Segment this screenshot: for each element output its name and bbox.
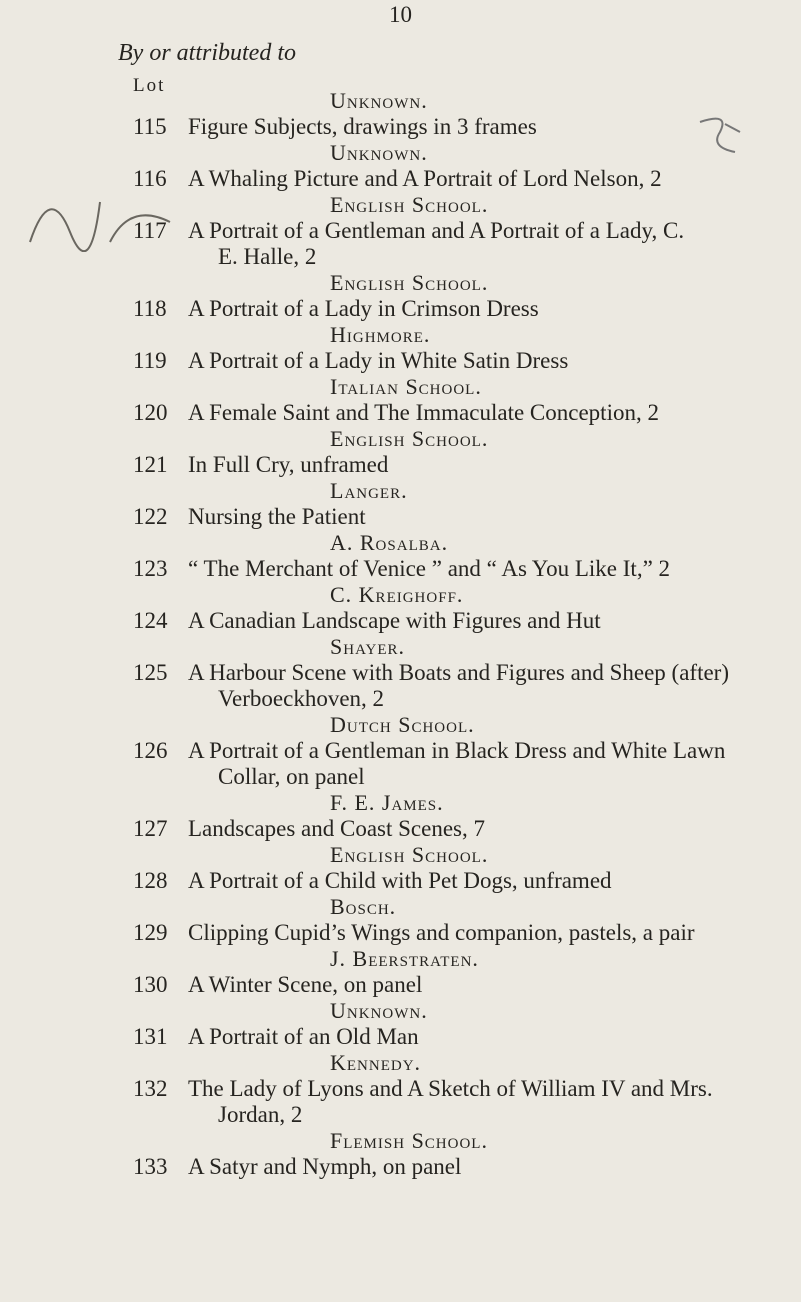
lot-description: A Whaling Picture and A Portrait of Lord Nelson, 2 — [188, 166, 662, 191]
lot-description-continued: Collar, on panel — [218, 764, 365, 789]
lot-description: A Portrait of a Lady in White Satin Dress — [188, 348, 569, 373]
artist-name: English School. — [330, 192, 489, 217]
lot-number: 130 — [133, 972, 168, 997]
lot-column-label: Lot — [133, 75, 166, 96]
lot-number: 119 — [133, 348, 167, 373]
artist-name: English School. — [330, 842, 489, 867]
artist-name: Highmore. — [330, 322, 431, 347]
artist-name: C. Kreighoff. — [330, 582, 464, 607]
artist-name: Shayer. — [330, 634, 406, 659]
lot-description: In Full Cry, unframed — [188, 452, 389, 477]
lot-description: A Portrait of an Old Man — [188, 1024, 419, 1049]
lot-description: The Lady of Lyons and A Sketch of William IV and Mrs. — [188, 1076, 713, 1101]
lot-number: 115 — [133, 114, 167, 139]
lot-number: 123 — [133, 556, 168, 581]
lot-description-continued: Verboeckhoven, 2 — [218, 686, 385, 711]
lot-description: Clipping Cupid’s Wings and companion, pastels, a pair — [188, 920, 695, 945]
lot-number: 126 — [133, 738, 168, 763]
lot-description: Nursing the Patient — [188, 504, 366, 529]
artist-name: Unknown. — [330, 140, 428, 165]
lot-number: 127 — [133, 816, 168, 841]
lot-number: 116 — [133, 166, 167, 191]
lot-description-continued: E. Halle, 2 — [218, 244, 317, 269]
artist-name: Unknown. — [330, 88, 428, 113]
artist-name: Italian School. — [330, 374, 482, 399]
lot-description: A Portrait of a Gentleman in Black Dress and White Lawn — [188, 738, 726, 763]
lot-number: 124 — [133, 608, 168, 633]
artist-name: Unknown. — [330, 998, 428, 1023]
artist-name: English School. — [330, 426, 489, 451]
lot-number: 128 — [133, 868, 168, 893]
artist-name: Dutch School. — [330, 712, 475, 737]
lot-description: Figure Subjects, drawings in 3 frames — [188, 114, 537, 139]
lot-number: 132 — [133, 1076, 168, 1101]
page-number: 10 — [389, 2, 412, 27]
lot-number: 117 — [133, 218, 167, 243]
artist-name: Kennedy. — [330, 1050, 422, 1075]
lot-description: A Winter Scene, on panel — [188, 972, 423, 997]
lot-number: 131 — [133, 1024, 168, 1049]
handwritten-mark-icon — [690, 112, 750, 162]
artist-name: Flemish School. — [330, 1128, 488, 1153]
artist-name: Bosch. — [330, 894, 397, 919]
lot-number: 122 — [133, 504, 168, 529]
artist-name: English School. — [330, 270, 489, 295]
lot-number: 118 — [133, 296, 167, 321]
lot-description: “ The Merchant of Venice ” and “ As You Like It,” 2 — [188, 556, 671, 581]
lot-description: A Harbour Scene with Boats and Figures and Sheep (after) — [188, 660, 729, 685]
artist-name: Langer. — [330, 478, 408, 503]
artist-name: J. Beerstraten. — [330, 946, 479, 971]
artist-name: A. Rosalba. — [330, 530, 449, 555]
lot-description: A Female Saint and The Immaculate Conception, 2 — [188, 400, 659, 425]
lot-number: 133 — [133, 1154, 168, 1179]
lot-number: 121 — [133, 452, 168, 477]
page-heading: By or attributed to — [118, 40, 296, 66]
lot-description: A Portrait of a Child with Pet Dogs, unframed — [188, 868, 612, 893]
artist-name: F. E. James. — [330, 790, 444, 815]
lot-description: A Portrait of a Gentleman and A Portrait of a Lady, C. — [188, 218, 685, 243]
lot-description: A Satyr and Nymph, on panel — [188, 1154, 462, 1179]
lot-number: 129 — [133, 920, 168, 945]
lot-number: 120 — [133, 400, 168, 425]
lot-number: 125 — [133, 660, 168, 685]
lot-description: A Portrait of a Lady in Crimson Dress — [188, 296, 539, 321]
lot-description-continued: Jordan, 2 — [218, 1102, 303, 1127]
lot-description: Landscapes and Coast Scenes, 7 — [188, 816, 486, 841]
lot-description: A Canadian Landscape with Figures and Hut — [188, 608, 601, 633]
